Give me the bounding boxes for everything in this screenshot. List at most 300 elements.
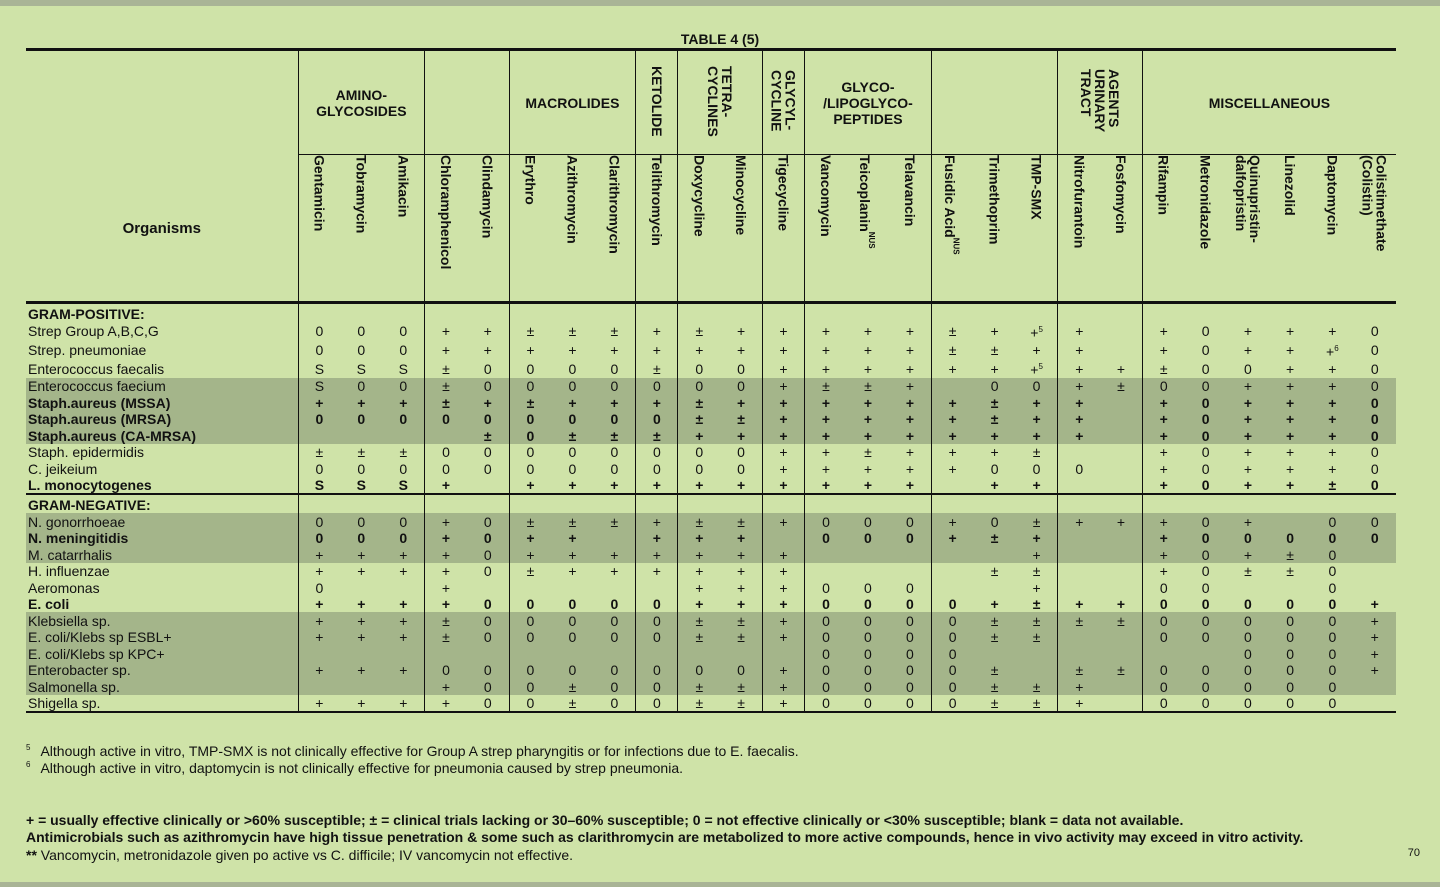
susceptibility-cell bbox=[340, 427, 382, 444]
susceptibility-cell bbox=[1058, 579, 1100, 596]
susceptibility-cell: ± bbox=[678, 678, 720, 695]
susceptibility-cell: + bbox=[382, 662, 424, 679]
susceptibility-cell bbox=[298, 645, 340, 662]
susceptibility-cell: 0 bbox=[1353, 411, 1396, 428]
susceptibility-cell: + bbox=[1353, 645, 1396, 662]
susceptibility-cell: + bbox=[1227, 546, 1269, 563]
susceptibility-cell: 0 bbox=[931, 612, 973, 629]
susceptibility-cell: 0 bbox=[864, 695, 872, 712]
susceptibility-cell: + bbox=[1243, 323, 1253, 340]
susceptibility-cell bbox=[1185, 303, 1227, 323]
susceptibility-cell: + bbox=[931, 513, 973, 530]
susceptibility-cell: ± bbox=[1016, 629, 1058, 646]
susceptibility-cell: + bbox=[905, 477, 915, 494]
organism-name: Staph.aureus (CA-MRSA) bbox=[26, 427, 298, 444]
susceptibility-cell: ± bbox=[805, 378, 847, 395]
susceptibility-cell bbox=[467, 579, 509, 596]
susceptibility-cell: 0 bbox=[1185, 662, 1227, 679]
susceptibility-cell: ± bbox=[720, 612, 762, 629]
susceptibility-cell: 0 bbox=[636, 678, 678, 695]
susceptibility-cell: ± bbox=[1032, 695, 1041, 712]
susceptibility-cell: 0 bbox=[483, 695, 492, 712]
susceptibility-cell: + bbox=[931, 530, 973, 547]
group-header: GLYCO- /LIPOGLYCO- PEPTIDES bbox=[805, 50, 932, 155]
susceptibility-cell: ± bbox=[425, 394, 467, 411]
susceptibility-cell: 0 bbox=[974, 513, 1016, 530]
susceptibility-cell bbox=[1100, 427, 1142, 444]
drug-header: Vancomycin bbox=[805, 155, 847, 303]
susceptibility-cell: + bbox=[905, 460, 915, 477]
susceptibility-cell: + bbox=[678, 530, 720, 547]
susceptibility-cell: 0 bbox=[594, 612, 636, 629]
susceptibility-cell bbox=[340, 645, 382, 662]
organism-row bbox=[26, 341, 1396, 360]
susceptibility-cell bbox=[762, 494, 804, 513]
susceptibility-cell: + bbox=[889, 411, 931, 428]
susceptibility-cell: ± bbox=[551, 427, 593, 444]
susceptibility-cell: ± bbox=[1016, 678, 1058, 695]
susceptibility-cell bbox=[931, 494, 973, 513]
susceptibility-cell: 0 bbox=[1185, 678, 1227, 695]
susceptibility-cell: + bbox=[1227, 427, 1269, 444]
susceptibility-cell: 0 bbox=[1142, 596, 1184, 613]
susceptibility-cell bbox=[974, 645, 1016, 662]
drug-header: Colistimethate (Colistin) bbox=[1359, 155, 1390, 252]
susceptibility-cell: + bbox=[1328, 360, 1337, 377]
susceptibility-cell: + bbox=[340, 662, 382, 679]
susceptibility-cell bbox=[298, 303, 340, 323]
susceptibility-cell: + bbox=[1032, 341, 1041, 358]
susceptibility-cell: 0 bbox=[1032, 460, 1041, 477]
susceptibility-cell: 0 bbox=[568, 444, 577, 461]
susceptibility-cell: 0 bbox=[399, 341, 408, 358]
susceptibility-cell: + bbox=[298, 629, 340, 646]
susceptibility-cell: 0 bbox=[847, 513, 889, 530]
organism-row bbox=[26, 359, 1396, 378]
susceptibility-cell bbox=[889, 563, 931, 580]
susceptibility-cell: 0 bbox=[737, 460, 745, 477]
susceptibility-cell: 0 bbox=[298, 322, 340, 341]
susceptibility-cell: + bbox=[1100, 513, 1142, 530]
susceptibility-cell: 0 bbox=[1269, 612, 1311, 629]
susceptibility-cell: ± bbox=[1100, 662, 1142, 679]
susceptibility-cell: 0 bbox=[357, 460, 366, 477]
susceptibility-cell: 0 bbox=[1286, 596, 1295, 613]
susceptibility-cell: + bbox=[990, 323, 999, 340]
susceptibility-cell: 0 bbox=[1227, 645, 1269, 662]
susceptibility-cell: + bbox=[1311, 427, 1353, 444]
susceptibility-cell: 0 bbox=[1142, 662, 1184, 679]
susceptibility-cell: ± bbox=[636, 359, 678, 378]
susceptibility-cell: ± bbox=[720, 678, 762, 695]
susceptibility-cell: 0 bbox=[1185, 394, 1227, 411]
susceptibility-cell: 0 bbox=[864, 579, 872, 596]
susceptibility-cell: + bbox=[678, 427, 720, 444]
susceptibility-cell bbox=[805, 303, 847, 323]
susceptibility-cell: + bbox=[1016, 411, 1058, 428]
susceptibility-cell: + bbox=[425, 513, 467, 530]
susceptibility-cell: 0 bbox=[594, 629, 636, 646]
drug-header: Tobramycin bbox=[353, 155, 370, 234]
organism-name: Salmonella sp. bbox=[26, 678, 298, 695]
susceptibility-cell: + bbox=[340, 394, 382, 411]
organism-row bbox=[26, 427, 1396, 444]
susceptibility-cell bbox=[382, 303, 424, 323]
susceptibility-cell: ± bbox=[678, 612, 720, 629]
susceptibility-cell: + bbox=[678, 341, 720, 360]
susceptibility-cell: 0 bbox=[483, 444, 492, 461]
susceptibility-cell bbox=[636, 645, 678, 662]
susceptibility-cell: 0 bbox=[509, 444, 551, 461]
susceptibility-cell bbox=[889, 494, 931, 513]
susceptibility-cell bbox=[1353, 579, 1396, 596]
susceptibility-cell bbox=[298, 427, 340, 444]
susceptibility-cell: S bbox=[298, 378, 340, 395]
susceptibility-cell: + bbox=[467, 394, 509, 411]
susceptibility-cell: + bbox=[889, 427, 931, 444]
organism-name: H. influenzae bbox=[28, 563, 110, 580]
susceptibility-cell: 0 bbox=[509, 629, 551, 646]
susceptibility-cell: 0 bbox=[594, 662, 636, 679]
susceptibility-cell: + bbox=[1227, 378, 1269, 395]
susceptibility-cell: 0 bbox=[1311, 546, 1353, 563]
susceptibility-cell: + bbox=[636, 546, 678, 563]
susceptibility-cell: + bbox=[594, 546, 636, 563]
susceptibility-cell: 0 bbox=[1201, 695, 1210, 712]
susceptibility-cell: + bbox=[1269, 427, 1311, 444]
susceptibility-cell: + bbox=[551, 394, 593, 411]
susceptibility-cell: S bbox=[398, 477, 408, 494]
susceptibility-cell: 0 bbox=[509, 411, 551, 428]
susceptibility-cell: + bbox=[1243, 477, 1253, 494]
susceptibility-cell: ± bbox=[678, 394, 720, 411]
susceptibility-cell: 0 bbox=[889, 678, 931, 695]
organism-name: E. coli/Klebs sp KPC+ bbox=[26, 645, 298, 662]
susceptibility-cell: + bbox=[636, 563, 678, 580]
susceptibility-cell: +$^5$ bbox=[1030, 324, 1043, 341]
susceptibility-cell bbox=[1227, 579, 1269, 596]
susceptibility-cell: + bbox=[1286, 477, 1295, 494]
susceptibility-cell: 0 bbox=[551, 612, 593, 629]
susceptibility-cell: ± bbox=[974, 394, 1016, 411]
susceptibility-cell: + bbox=[1142, 546, 1184, 563]
susceptibility-cell: + bbox=[863, 323, 873, 340]
susceptibility-cell: + bbox=[905, 360, 915, 377]
organism-row bbox=[26, 322, 1396, 341]
susceptibility-cell: + bbox=[568, 563, 577, 580]
organism-row bbox=[26, 444, 1396, 461]
susceptibility-cell bbox=[1100, 341, 1142, 360]
susceptibility-cell: 0 bbox=[298, 579, 340, 596]
susceptibility-cell bbox=[1353, 563, 1396, 580]
organism-row bbox=[26, 629, 1396, 646]
organism-row bbox=[26, 612, 1396, 629]
organism-name: Enterobacter sp. bbox=[26, 662, 298, 679]
susceptibility-cell: + bbox=[382, 612, 424, 629]
susceptibility-cell: + bbox=[805, 394, 847, 411]
organism-name: Aeromonas bbox=[28, 579, 100, 596]
susceptibility-cell: 0 bbox=[1142, 629, 1184, 646]
susceptibility-cell bbox=[467, 494, 509, 513]
susceptibility-cell: + bbox=[425, 596, 467, 613]
susceptibility-cell: + bbox=[425, 546, 467, 563]
susceptibility-cell: + bbox=[1142, 322, 1184, 341]
susceptibility-cell bbox=[1353, 695, 1396, 713]
susceptibility-cell: + bbox=[636, 394, 678, 411]
susceptibility-cell: + bbox=[425, 477, 467, 495]
organism-name: E. coli/Klebs sp ESBL+ bbox=[26, 629, 298, 646]
susceptibility-cell: + bbox=[483, 323, 492, 340]
susceptibility-cell: + bbox=[1116, 360, 1126, 377]
susceptibility-cell: + bbox=[1142, 477, 1184, 495]
susceptibility-cell: + bbox=[762, 563, 804, 580]
susceptibility-cell bbox=[1016, 645, 1058, 662]
susceptibility-cell: 0 bbox=[1201, 360, 1210, 377]
susceptibility-cell: 0 bbox=[1370, 323, 1379, 340]
susceptibility-cell: 0 bbox=[1201, 579, 1210, 596]
susceptibility-cell: + bbox=[1243, 444, 1253, 461]
susceptibility-cell: + bbox=[1353, 662, 1396, 679]
susceptibility-cell: ± bbox=[974, 662, 1016, 679]
susceptibility-cell: ± bbox=[509, 563, 551, 580]
susceptibility-cell: S bbox=[356, 360, 366, 377]
susceptibility-cell: 0 bbox=[1185, 546, 1227, 563]
susceptibility-cell: ± bbox=[1286, 563, 1294, 580]
susceptibility-cell: + bbox=[805, 477, 847, 495]
susceptibility-cell: + bbox=[1142, 530, 1184, 547]
susceptibility-cell: 0 bbox=[1227, 612, 1269, 629]
susceptibility-cell: 0 bbox=[298, 460, 340, 477]
susceptibility-cell: ± bbox=[1269, 546, 1311, 563]
susceptibility-cell: + bbox=[905, 444, 915, 461]
susceptibility-cell bbox=[340, 494, 382, 513]
susceptibility-cell bbox=[594, 645, 636, 662]
table-body bbox=[26, 303, 1396, 713]
drug-header: Amikacin bbox=[395, 155, 412, 218]
susceptibility-cell: + bbox=[1269, 378, 1311, 395]
susceptibility-cell: + bbox=[762, 596, 804, 613]
susceptibility-cell bbox=[889, 546, 931, 563]
drug-header: Rifampin bbox=[1142, 155, 1184, 303]
susceptibility-cell: 0 bbox=[509, 695, 551, 713]
susceptibility-cell: 0 bbox=[399, 323, 408, 340]
susceptibility-cell: ± bbox=[990, 341, 999, 358]
susceptibility-cell bbox=[1100, 695, 1142, 713]
organism-row bbox=[26, 645, 1396, 662]
organism-row bbox=[26, 596, 1396, 613]
organism-row bbox=[26, 477, 1396, 495]
susceptibility-cell: ± bbox=[551, 678, 593, 695]
susceptibility-cell: + bbox=[805, 460, 847, 477]
susceptibility-cell: 0 bbox=[483, 563, 492, 580]
susceptibility-cell: ± bbox=[509, 394, 551, 411]
susceptibility-cell: + bbox=[1058, 427, 1100, 444]
susceptibility-cell: 0 bbox=[568, 360, 577, 377]
susceptibility-cell: + bbox=[762, 394, 804, 411]
organism-row bbox=[26, 394, 1396, 411]
susceptibility-cell: ± bbox=[594, 427, 636, 444]
susceptibility-cell: + bbox=[298, 563, 340, 580]
susceptibility-cell: + bbox=[678, 579, 720, 596]
susceptibility-cell: + bbox=[720, 427, 762, 444]
organism-name: E. coli bbox=[28, 596, 70, 613]
group-header: AMINO- GLYCOSIDES bbox=[298, 50, 425, 155]
susceptibility-cell bbox=[1100, 322, 1142, 341]
susceptibility-cell: + bbox=[762, 359, 804, 378]
susceptibility-cell bbox=[1100, 303, 1142, 323]
susceptibility-cell: + bbox=[340, 612, 382, 629]
susceptibility-cell: 0 bbox=[889, 530, 931, 547]
organism-name: Staph.aureus (MSSA) bbox=[26, 394, 298, 411]
susceptibility-cell: 0 bbox=[340, 530, 382, 547]
susceptibility-cell bbox=[425, 494, 467, 513]
vancomycin-note: ** Vancomycin, metronidazole given po active vs C. difficile; IV vancomycin not effective. bbox=[26, 847, 574, 863]
susceptibility-cell: + bbox=[762, 477, 804, 495]
susceptibility-cell bbox=[762, 530, 804, 547]
susceptibility-cell: 0 bbox=[1185, 530, 1227, 547]
susceptibility-cell: + bbox=[762, 546, 804, 563]
susceptibility-cell: + bbox=[340, 629, 382, 646]
susceptibility-cell: 0 bbox=[847, 612, 889, 629]
susceptibility-cell: 0 bbox=[636, 411, 678, 428]
susceptibility-cell: + bbox=[931, 460, 973, 477]
susceptibility-cell bbox=[720, 494, 762, 513]
susceptibility-cell: + bbox=[594, 394, 636, 411]
susceptibility-cell: + bbox=[762, 662, 804, 679]
susceptibility-cell: + bbox=[298, 695, 340, 713]
susceptibility-cell: + bbox=[1142, 341, 1184, 360]
susceptibility-cell: + bbox=[1353, 629, 1396, 646]
susceptibility-cell: ± bbox=[974, 678, 1016, 695]
drug-header: Erythro bbox=[509, 155, 551, 303]
susceptibility-cell: 0 bbox=[1269, 645, 1311, 662]
susceptibility-cell bbox=[1016, 303, 1058, 323]
susceptibility-cell: 0 bbox=[931, 629, 973, 646]
organism-row bbox=[26, 662, 1396, 679]
susceptibility-cell bbox=[1100, 460, 1142, 477]
susceptibility-cell: 0 bbox=[509, 662, 551, 679]
susceptibility-cell: + bbox=[568, 341, 577, 358]
susceptibility-cell: ± bbox=[737, 695, 745, 712]
susceptibility-cell: 0 bbox=[1353, 427, 1396, 444]
susceptibility-cell bbox=[1100, 394, 1142, 411]
susceptibility-cell: + bbox=[1058, 596, 1100, 613]
susceptibility-cell: ± bbox=[568, 323, 577, 340]
susceptibility-cell: 0 bbox=[382, 530, 424, 547]
susceptibility-cell bbox=[1100, 629, 1142, 646]
susceptibility-cell: ± bbox=[1100, 612, 1142, 629]
drug-header: Nitrofurantoin bbox=[1058, 155, 1100, 303]
susceptibility-cell: 0 bbox=[1269, 530, 1311, 547]
susceptibility-cell: + bbox=[399, 596, 408, 613]
susceptibility-cell bbox=[762, 303, 804, 323]
susceptibility-cell: + bbox=[736, 323, 746, 340]
drug-header: Telavancin bbox=[901, 155, 918, 227]
susceptibility-cell bbox=[974, 494, 1016, 513]
susceptibility-cell: + bbox=[1353, 612, 1396, 629]
susceptibility-cell bbox=[551, 645, 593, 662]
susceptibility-cell: ± bbox=[636, 427, 678, 444]
susceptibility-cell: + bbox=[636, 322, 678, 341]
susceptibility-cell: 0 bbox=[805, 579, 847, 596]
susceptibility-cell: 0 bbox=[551, 662, 593, 679]
susceptibility-cell: 0 bbox=[974, 378, 1016, 395]
susceptibility-cell: 0 bbox=[805, 530, 847, 547]
susceptibility-cell bbox=[720, 645, 762, 662]
susceptibility-cell bbox=[509, 303, 551, 323]
susceptibility-cell bbox=[1142, 645, 1184, 662]
susceptibility-cell: + bbox=[357, 563, 366, 580]
organism-name: Staph. epidermidis bbox=[28, 444, 144, 461]
susceptibility-cell: + bbox=[1142, 513, 1184, 530]
susceptibility-cell: 0 bbox=[1370, 341, 1379, 358]
susceptibility-cell bbox=[467, 645, 509, 662]
susceptibility-cell bbox=[382, 427, 424, 444]
susceptibility-cell bbox=[974, 546, 1016, 563]
susceptibility-cell bbox=[974, 579, 1016, 596]
page-number: 70 bbox=[1407, 847, 1420, 859]
susceptibility-cell: + bbox=[762, 341, 804, 360]
susceptibility-cell: ± bbox=[678, 629, 720, 646]
susceptibility-cell bbox=[382, 678, 424, 695]
susceptibility-cell: 0 bbox=[610, 460, 619, 477]
susceptibility-cell: 0 bbox=[568, 460, 577, 477]
susceptibility-cell: + bbox=[1227, 394, 1269, 411]
susceptibility-cell: + bbox=[762, 513, 804, 530]
susceptibility-cell: 0 bbox=[382, 411, 424, 428]
organism-name: L. monocytogenes bbox=[28, 477, 152, 494]
susceptibility-cell: + bbox=[805, 411, 847, 428]
susceptibility-cell: + bbox=[736, 477, 746, 494]
susceptibility-cell bbox=[1100, 563, 1142, 580]
susceptibility-cell: + bbox=[551, 546, 593, 563]
susceptibility-cell: + bbox=[1142, 563, 1184, 580]
susceptibility-cell: 0 bbox=[483, 360, 492, 377]
susceptibility-cell: 0 bbox=[931, 596, 973, 613]
susceptibility-cell: 0 bbox=[425, 662, 467, 679]
susceptibility-cell: 0 bbox=[805, 513, 847, 530]
susceptibility-cell: ± bbox=[1244, 563, 1252, 580]
susceptibility-cell: 0 bbox=[931, 645, 973, 662]
susceptibility-cell: + bbox=[1227, 513, 1269, 530]
susceptibility-cell: 0 bbox=[1311, 530, 1353, 547]
susceptibility-cell bbox=[509, 579, 551, 596]
organism-row bbox=[26, 695, 1396, 713]
susceptibility-cell: ± bbox=[399, 444, 408, 461]
organisms-header: Organisms bbox=[122, 220, 201, 237]
susceptibility-cell: 0 bbox=[1311, 629, 1353, 646]
susceptibility-cell: ± bbox=[425, 629, 467, 646]
susceptibility-cell: + bbox=[805, 359, 847, 378]
susceptibility-cell: 0 bbox=[1185, 612, 1227, 629]
susceptibility-cell: 0 bbox=[737, 444, 745, 461]
susceptibility-cell: + bbox=[736, 596, 746, 613]
susceptibility-cell bbox=[931, 563, 973, 580]
susceptibility-cell: 0 bbox=[1370, 460, 1379, 477]
susceptibility-cell: + bbox=[1142, 427, 1184, 444]
susceptibility-cell: 0 bbox=[1269, 678, 1311, 695]
susceptibility-cell bbox=[1058, 444, 1100, 461]
drug-header: Gentamicin bbox=[298, 155, 340, 303]
susceptibility-cell: + bbox=[298, 596, 340, 613]
susceptibility-cell: + bbox=[762, 444, 804, 461]
susceptibility-cell: 0 bbox=[298, 513, 340, 530]
susceptibility-cell: 0 bbox=[1328, 695, 1337, 712]
drug-header: Fusidic Acid$^{NUS}$ bbox=[931, 155, 973, 303]
susceptibility-cell: + bbox=[678, 546, 720, 563]
susceptibility-cell: 0 bbox=[1311, 662, 1353, 679]
susceptibility-cell bbox=[340, 678, 382, 695]
